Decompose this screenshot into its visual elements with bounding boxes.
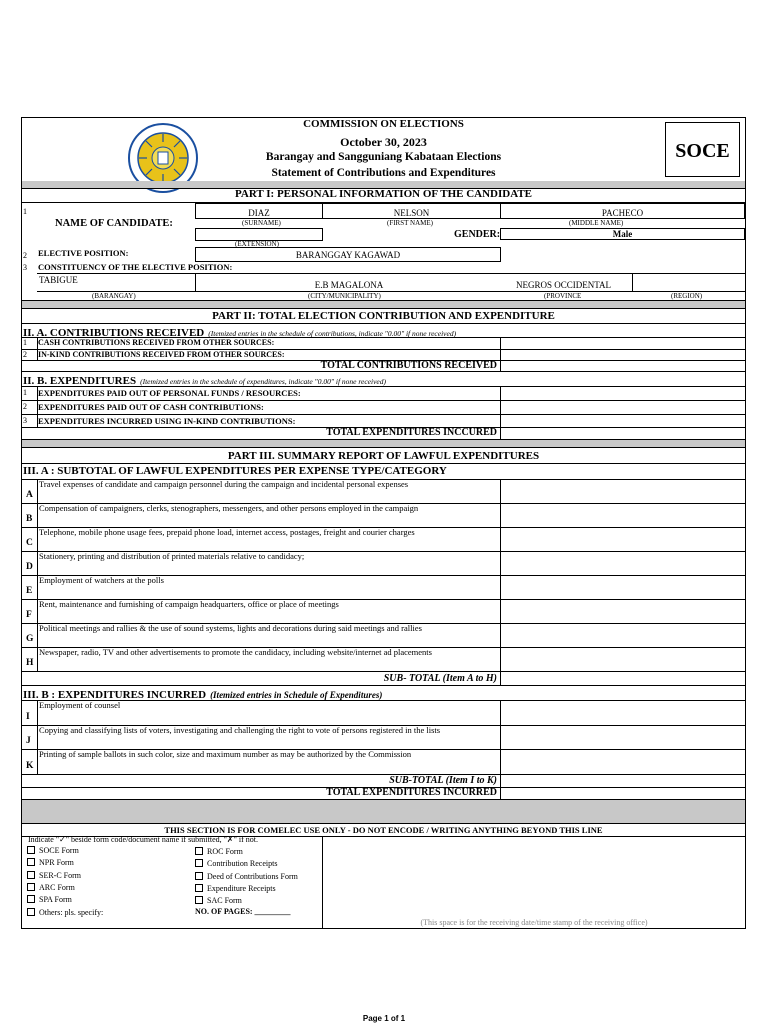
checkbox-icon[interactable] — [195, 847, 203, 855]
expense-row-text: Printing of sample ballots in such color, size and maximum number as may be authorized by the Commission — [39, 749, 412, 759]
inkind-paid-label: EXPENDITURES INCURRED USING IN-KIND CONTRIBUTIONS: — [38, 416, 296, 426]
header-line-1: COMMISSION ON ELECTIONS — [303, 118, 464, 130]
barangay-caption: (BARANGAY) — [92, 292, 136, 300]
part3-a-heading: III. A : SUBTOTAL OF LAWFUL EXPENDITURES PER EXPENSE TYPE/CATEGORY — [23, 465, 447, 477]
expense-row — [22, 599, 745, 623]
row-number: 2 — [23, 350, 27, 359]
expense-row-letter: B — [26, 514, 33, 524]
elective-field[interactable]: BARANGGAY KAGAWAD — [195, 247, 501, 262]
indicate-note: Indicate "✓" beside form code/document name if submitted, "✗" if not. — [28, 835, 258, 844]
middle-name-caption: (MIDDLE NAME) — [569, 219, 624, 227]
checkbox-icon[interactable] — [27, 908, 35, 916]
expense-row — [22, 700, 745, 725]
checkbox-icon[interactable] — [27, 846, 35, 854]
page-number: Page 1 of 1 — [362, 1014, 406, 1023]
expense-amount-cell[interactable] — [501, 725, 745, 750]
expense-row-letter: E — [26, 586, 33, 596]
part3-b-heading: III. B : EXPENDITURES INCURRED (Itemized entries in Schedule of Expenditures) — [23, 689, 383, 701]
checkbox-icon[interactable] — [27, 895, 35, 903]
gender-label: GENDER: — [454, 229, 501, 240]
row-number: 2 — [23, 251, 27, 260]
expense-amount-cell[interactable] — [501, 647, 745, 671]
checkbox-icon[interactable] — [27, 883, 35, 891]
comelec-only-title: THIS SECTION IS FOR COMELEC USE ONLY - DO NOT ENCODE / WRITING ANYTHING BEYOND THIS LINE — [164, 825, 603, 835]
personal-funds-label: EXPENDITURES PAID OUT OF PERSONAL FUNDS / RESOURCES: — [38, 388, 301, 398]
header-line-4: Statement of Contributions and Expenditures — [271, 167, 496, 179]
checklist-item[interactable] — [195, 885, 276, 893]
subtotal-a-label: SUB- TOTAL (Item A to H) — [383, 673, 497, 684]
inkind-contributions-label: IN-KIND CONTRIBUTIONS RECEIVED FROM OTHER SOURCES: — [38, 350, 285, 359]
checkbox-icon[interactable] — [195, 896, 203, 904]
expense-row-text: Employment of counsel — [39, 700, 121, 710]
checklist-item[interactable] — [27, 859, 74, 867]
row-number: 3 — [23, 416, 27, 425]
expense-row — [22, 479, 745, 503]
row-number: 1 — [23, 207, 27, 216]
extension-caption: (EXTENSION) — [235, 240, 279, 248]
expense-amount-cell[interactable] — [501, 749, 745, 774]
checklist-label: SPA Form — [39, 895, 72, 905]
checkbox-icon[interactable] — [27, 858, 35, 866]
stamp-note: (This space is for the receiving date/time stamp of the receiving office) — [420, 918, 648, 927]
expense-amount-cell[interactable] — [501, 623, 745, 647]
checklist-label: NPR Form — [39, 858, 74, 868]
expense-row — [22, 725, 745, 750]
part2-title: PART II: TOTAL ELECTION CONTRIBUTION AND EXPENDITURE — [212, 310, 555, 322]
expense-row-letter: H — [26, 658, 34, 668]
row-number: 2 — [23, 402, 27, 411]
part2-b-heading: II. B. EXPENDITURES (Itemized entries in the schedule of expenditures, indicate "0.00" if none received) — [23, 375, 386, 387]
expense-amount-cell[interactable] — [501, 503, 745, 527]
expense-row — [22, 575, 745, 599]
part3-title: PART III. SUMMARY REPORT OF LAWFUL EXPENDITURES — [227, 450, 540, 462]
constituency-label: CONSTITUENCY OF THE ELECTIVE POSITION: — [38, 262, 233, 272]
checklist-label: ARC Form — [39, 882, 75, 892]
checklist-label: SOCE Form — [39, 846, 79, 855]
middle-name-field[interactable]: PACHECO — [500, 203, 745, 219]
total-contributions-label: TOTAL CONTRIBUTIONS RECEIVED — [320, 360, 497, 371]
checklist-label: Deed of Contributions Form — [207, 871, 298, 881]
checkbox-icon[interactable] — [27, 871, 35, 879]
checklist-label: Others: pls. specify: — [39, 907, 104, 917]
checklist-item[interactable] — [195, 873, 298, 881]
expense-row-letter: D — [26, 562, 33, 572]
divider-band — [22, 800, 745, 823]
checklist-label: ROC Form — [207, 847, 243, 856]
header-line-2: October 30, 2023 — [340, 135, 427, 149]
checklist-label: Contribution Receipts — [207, 859, 278, 869]
expense-row-letter: J — [26, 736, 31, 746]
expense-row-letter: A — [26, 490, 33, 500]
surname-field[interactable]: DIAZ — [195, 203, 323, 219]
checklist-item[interactable] — [195, 848, 243, 856]
divider-band — [22, 440, 745, 447]
expense-row-letter: I — [26, 711, 30, 722]
pages-label: NO. OF PAGES: _________ — [195, 907, 291, 916]
checklist-item[interactable] — [27, 884, 75, 892]
soce-badge: SOCE — [665, 122, 740, 177]
checklist-label: Expenditure Receipts — [207, 883, 276, 893]
checklist-item[interactable] — [27, 896, 72, 904]
expense-amount-cell[interactable] — [501, 527, 745, 551]
expense-row — [22, 503, 745, 527]
expense-row-letter: G — [26, 634, 34, 644]
expense-row-text: Rent, maintenance and furnishing of campaign headquarters, office or place of meetings — [39, 599, 339, 609]
expense-row-letter: C — [26, 538, 33, 548]
name-label: NAME OF CANDIDATE: — [55, 218, 173, 229]
first-name-field[interactable]: NELSON — [322, 203, 501, 219]
first-name-caption: (FIRST NAME) — [387, 219, 433, 227]
expense-amount-cell[interactable] — [501, 700, 745, 725]
row-number: 3 — [23, 263, 27, 272]
expense-row-text: Political meetings and rallies & the use of sound systems, lights and decorations during said meetings and rallies — [39, 623, 422, 633]
checklist-item[interactable] — [195, 860, 277, 868]
gender-field[interactable]: Male — [500, 228, 745, 240]
city-caption: (CITY/MUNICIPALITY) — [308, 292, 381, 300]
expense-row — [22, 647, 745, 671]
surname-caption: (SURNAME) — [242, 219, 281, 227]
expense-amount-cell[interactable] — [501, 551, 745, 575]
part2-a-heading: II. A. CONTRIBUTIONS RECEIVED (Itemized entries in the schedule of contributions, indicate "0.00" if none received) — [23, 327, 457, 339]
expense-row-text: Newspaper, radio, TV and other advertisements to promote the candidacy, including website/internet ad placements — [39, 647, 432, 657]
total-expenditures-label: TOTAL EXPENDITURES INCCURED — [326, 427, 497, 438]
expense-row — [22, 527, 745, 551]
expense-row-letter: K — [26, 760, 34, 771]
expense-row-text: Copying and classifying lists of voters, investigating and challenging the right to vote of persons registered in the lists — [39, 724, 441, 735]
expense-row-text: Employment of watchers at the polls — [39, 575, 164, 585]
expense-amount-cell[interactable] — [501, 575, 745, 599]
expense-amount-cell[interactable] — [501, 599, 745, 623]
province-caption: (PROVINCE — [544, 292, 582, 300]
part1-title: PART I: PERSONAL INFORMATION OF THE CANDIDATE — [234, 188, 533, 200]
expense-row-text: Travel expenses of candidate and campaign personnel during the campaign and incidental personal expenses — [39, 479, 409, 489]
checkbox-icon[interactable] — [195, 859, 203, 867]
expense-amount-cell[interactable] — [501, 479, 745, 503]
subtotal-b-label: SUB-TOTAL (Item I to K) — [389, 775, 497, 786]
soce-form — [21, 117, 746, 929]
province-value[interactable]: NEGROS OCCIDENTAL — [516, 280, 612, 290]
expense-row-letter: F — [26, 610, 32, 620]
header-line-3: Barangay and Sangguniang Kabataan Elections — [265, 151, 502, 163]
checklist-item[interactable] — [195, 897, 242, 905]
grand-total-label: TOTAL EXPENDITURES INCURRED — [326, 787, 497, 798]
city-value[interactable]: E.B MAGALONA — [314, 280, 384, 290]
expense-row — [22, 749, 745, 774]
elective-label: ELECTIVE POSITION: — [38, 248, 129, 258]
expense-row-text: Telephone, mobile phone usage fees, prepaid phone load, internet access, postages, freight and courier charges — [39, 527, 415, 537]
barangay-value[interactable]: TABIGUE — [39, 275, 78, 285]
checkbox-icon[interactable] — [195, 872, 203, 880]
row-number: 1 — [23, 388, 27, 397]
checklist-label: SER-C Form — [39, 870, 82, 880]
expense-row — [22, 551, 745, 575]
checklist-item[interactable] — [27, 909, 103, 917]
divider-band — [22, 181, 745, 188]
checklist-item[interactable] — [27, 847, 79, 855]
checkbox-icon[interactable] — [195, 884, 203, 892]
expense-row-text: Compensation of campaigners, clerks, stenographers, messengers, and other persons employed in the campaign — [39, 503, 419, 513]
divider-band — [22, 301, 745, 308]
row-number: 1 — [23, 338, 27, 347]
checklist-label: SAC Form — [207, 896, 242, 906]
expense-row — [22, 623, 745, 647]
cash-paid-label: EXPENDITURES PAID OUT OF CASH CONTRIBUTIONS: — [38, 402, 264, 412]
expense-row-text: Stationery, printing and distribution of printed materials relative to candidacy; — [39, 551, 305, 561]
cash-contributions-label: CASH CONTRIBUTIONS RECEIVED FROM OTHER SOURCES: — [38, 338, 275, 347]
region-caption: (REGION) — [671, 292, 703, 300]
checklist-item[interactable] — [27, 872, 81, 880]
